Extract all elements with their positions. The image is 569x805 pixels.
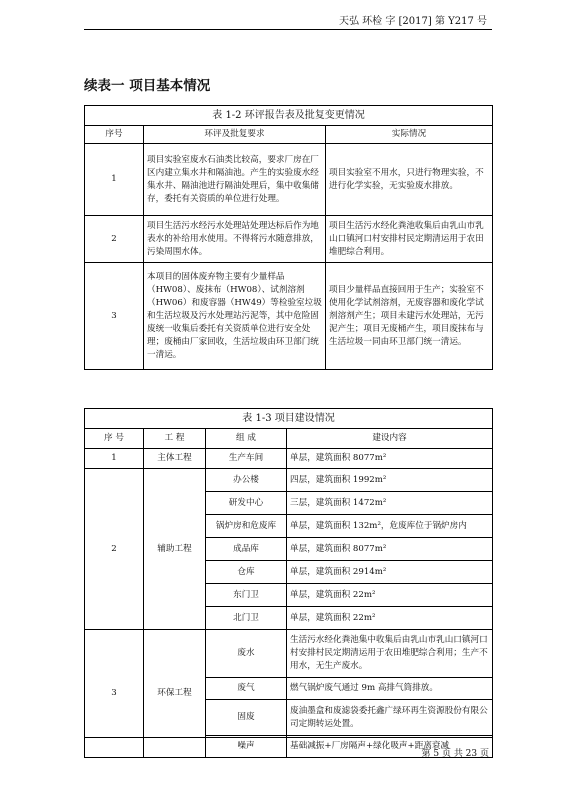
table-caption: 表 1-3 项目建设情况 [85, 409, 493, 429]
column-header: 序 号 [85, 429, 144, 449]
actual-cell: 项目实验室不用水，只进行物理实验，不进行化学实验，无实验废水排放。 [326, 144, 493, 216]
row-number: 2 [85, 216, 144, 263]
content-cell: 基础减振+厂房隔声+绿化吸声+距离衰减 [287, 736, 493, 758]
project-cell: 主体工程 [144, 449, 206, 469]
column-header: 实际情况 [326, 126, 493, 144]
content-cell: 生活污水经化粪池集中收集后由乳山市乳山口镇河口村安排村民定期清运用于农田堆肥综合利用；生产不用水，无生产废水。 [287, 630, 493, 678]
row-number: 2 [85, 469, 144, 630]
content-cell: 单层，建筑面积 2914m² [287, 561, 493, 584]
page-number: 第 5 页 共 23 页 [421, 749, 489, 759]
content-cell: 三层，建筑面积 1472m² [287, 492, 493, 515]
component-cell: 锅炉房和危废库 [206, 515, 287, 538]
requirement-cell: 本项目的固体废弃物主要有少量样品（HW08）、废抹布（HW08）、试剂溶剂（HW06）和废容器（HW49）等检验室垃圾和生活垃圾及污水处理站污泥等，其中危险固废统一收集后委托有关资质单位进行安全处理；废桶由厂家回收，生活垃圾由环卫部门统一清运。 [144, 263, 326, 370]
table-row [85, 449, 493, 469]
table-row [85, 469, 493, 492]
component-cell: 生产车间 [206, 449, 287, 469]
content-cell: 单层，建筑面积 22m² [287, 584, 493, 607]
component-cell: 研发中心 [206, 492, 287, 515]
column-header: 组 成 [206, 429, 287, 449]
actual-cell: 项目少量样品直接回用于生产；实验室不使用化学试剂溶剂，无废容器和废化学试剂溶剂产生；项目未建污水处理站，无污泥产生；项目无废桶产生，项目废抹布与生活垃圾一同由环卫部门统一清运。 [326, 263, 493, 370]
actual-cell: 项目生活污水经化粪池收集后由乳山市乳山口镇河口村安排村民定期清运用于农田堆肥综合利用。 [326, 216, 493, 263]
row-number: 3 [85, 630, 144, 758]
table-eia-changes [84, 105, 493, 370]
table-row [85, 630, 493, 678]
content-cell: 单层，建筑面积 8077m² [287, 538, 493, 561]
component-cell: 东门卫 [206, 584, 287, 607]
table-caption: 表 1-2 环评报告表及批复变更情况 [85, 106, 493, 126]
requirement-cell: 项目实验室废水石油类比较高，要求厂房在厂区内建立集水井和隔油池。产生的实验废水经集水井、隔油池进行隔油处理后，集中收集储存，委托有关资质的单位进行处理。 [144, 144, 326, 216]
project-cell: 辅助工程 [144, 469, 206, 630]
table-row [85, 144, 493, 216]
content-cell: 单层，建筑面积 22m² [287, 607, 493, 630]
component-cell: 办公楼 [206, 469, 287, 492]
content-cell: 四层，建筑面积 1992m² [287, 469, 493, 492]
content-cell: 燃气锅炉废气通过 9m 高排气筒排放。 [287, 678, 493, 700]
footer-divider [84, 737, 492, 738]
component-cell: 废水 [206, 630, 287, 678]
content-cell: 单层，建筑面积 8077m² [287, 449, 493, 469]
component-cell: 北门卫 [206, 607, 287, 630]
column-header: 序号 [85, 126, 144, 144]
component-cell: 噪声 [206, 736, 287, 758]
column-header: 工 程 [144, 429, 206, 449]
content-cell: 废油墨盒和废滤袋委托鑫广绿环再生资源股份有限公司定期转运处置。 [287, 700, 493, 736]
table-construction [84, 408, 493, 758]
project-cell: 环保工程 [144, 630, 206, 758]
component-cell: 仓库 [206, 561, 287, 584]
row-number: 3 [85, 263, 144, 370]
content-cell: 单层，建筑面积 132m²，危废库位于锅炉房内 [287, 515, 493, 538]
row-number: 1 [85, 449, 144, 469]
header-divider [84, 29, 492, 30]
component-cell: 固废 [206, 700, 287, 736]
component-cell: 废气 [206, 678, 287, 700]
section-title: 续表一 项目基本情况 [84, 78, 211, 94]
table-row [85, 216, 493, 263]
table-row [85, 263, 493, 370]
column-header: 环评及批复要求 [144, 126, 326, 144]
row-number: 1 [85, 144, 144, 216]
document-reference: 天弘 环检 字 [2017] 第 Y217 号 [338, 16, 487, 27]
column-header: 建设内容 [287, 429, 493, 449]
component-cell: 成品库 [206, 538, 287, 561]
requirement-cell: 项目生活污水经污水处理站处理达标后作为地表水的补给用水使用。不得将污水随意排放，污染周围水体。 [144, 216, 326, 263]
